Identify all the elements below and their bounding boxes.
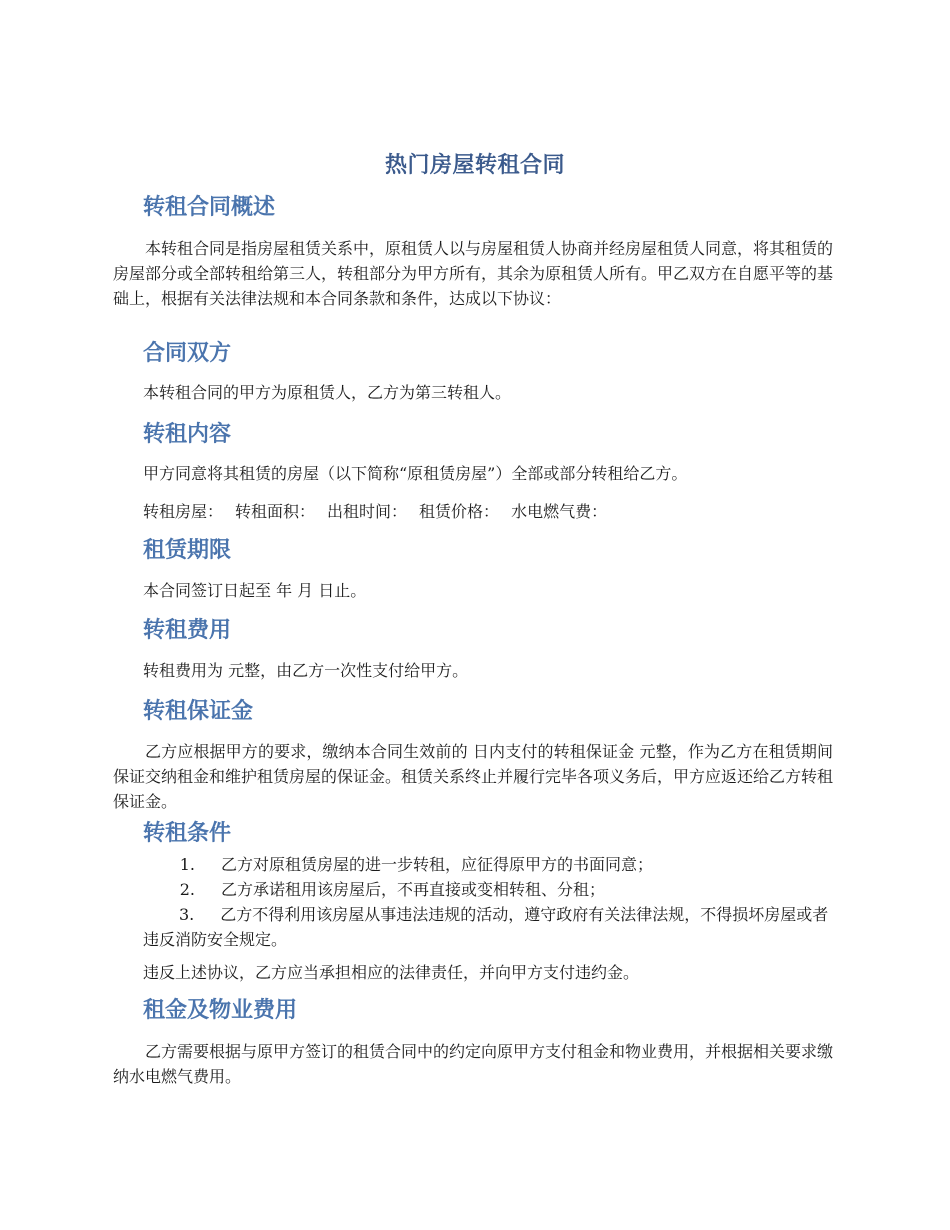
section-body-content: 甲方同意将其租赁的房屋（以下简称“原租赁房屋”）全部或部分转租给乙方。: [143, 464, 688, 483]
condition-text: 乙方对原租赁房屋的进一步转租，应征得原甲方的书面同意；: [221, 855, 654, 874]
section-heading-term: 租赁期限: [143, 538, 232, 563]
condition-item: [113, 877, 841, 902]
section-heading-conditions: 转租条件: [143, 821, 232, 846]
section-heading-content: 转租内容: [143, 422, 232, 447]
field-area: 转租面积：: [235, 502, 316, 521]
condition-number: 2.: [179, 880, 195, 899]
section-heading-deposit: 转租保证金: [143, 699, 254, 724]
conditions-penalty: 违反上述协议，乙方应当承担相应的法律责任，并向甲方支付违约金。: [143, 963, 640, 982]
section-body-parties: 本转租合同的甲方为原租赁人，乙方为第三转租人。: [143, 383, 512, 402]
section-body-deposit: 乙方应根据甲方的要求，缴纳本合同生效前的 日内支付的转租保证金 元整，作为乙方在租赁期间保证交纳租金和维护租赁房屋的保证金。租赁关系终止并履行完毕各项义务后，甲方应返还给乙方转租保证金。: [113, 742, 834, 811]
condition-number: 1.: [179, 855, 195, 874]
section-body-term: 本合同签订日起至 年 月 日止。: [143, 581, 367, 600]
condition-item: [143, 902, 843, 952]
document-title: 热门房屋转租合同: [384, 153, 565, 178]
field-period: 出租时间：: [327, 502, 408, 521]
section-heading-rent-fees: 租金及物业费用: [143, 998, 298, 1023]
section-body-overview: 本转租合同是指房屋租赁关系中，原租赁人以与房屋租赁人协商并经房屋租赁人同意，将其租赁的房屋部分或全部转租给第三人，转租部分为甲方所有，其余为原租赁人所有。甲乙双方在自愿平等的基础上，根据有关法律法规和本合同条款和条件，达成以下协议：: [113, 239, 834, 308]
condition-text: 乙方不得利用该房屋从事违法违规的活动，遵守政府有关法律法规，不得损坏房屋或者违反消防安全规定。: [143, 905, 829, 949]
section-heading-parties: 合同双方: [143, 341, 232, 366]
condition-item: [113, 852, 841, 877]
section-body-fee: 转租费用为 元整，由乙方一次性支付给甲方。: [143, 661, 469, 680]
condition-number: 3.: [179, 905, 195, 924]
condition-text: 乙方承诺租用该房屋后，不再直接或变相转租、分租；: [221, 880, 606, 899]
field-price: 租赁价格：: [419, 502, 500, 521]
lease-fields-line: [143, 499, 619, 524]
field-house: 转租房屋：: [143, 502, 224, 521]
field-utilities: 水电燃气费：: [511, 502, 608, 521]
section-heading-fee: 转租费用: [143, 618, 232, 643]
section-body-rent-fees: 乙方需要根据与原甲方签订的租赁合同中的约定向原甲方支付租金和物业费用，并根据相关要求缴纳水电燃气费用。: [113, 1042, 834, 1086]
section-heading-overview: 转租合同概述: [143, 195, 276, 220]
